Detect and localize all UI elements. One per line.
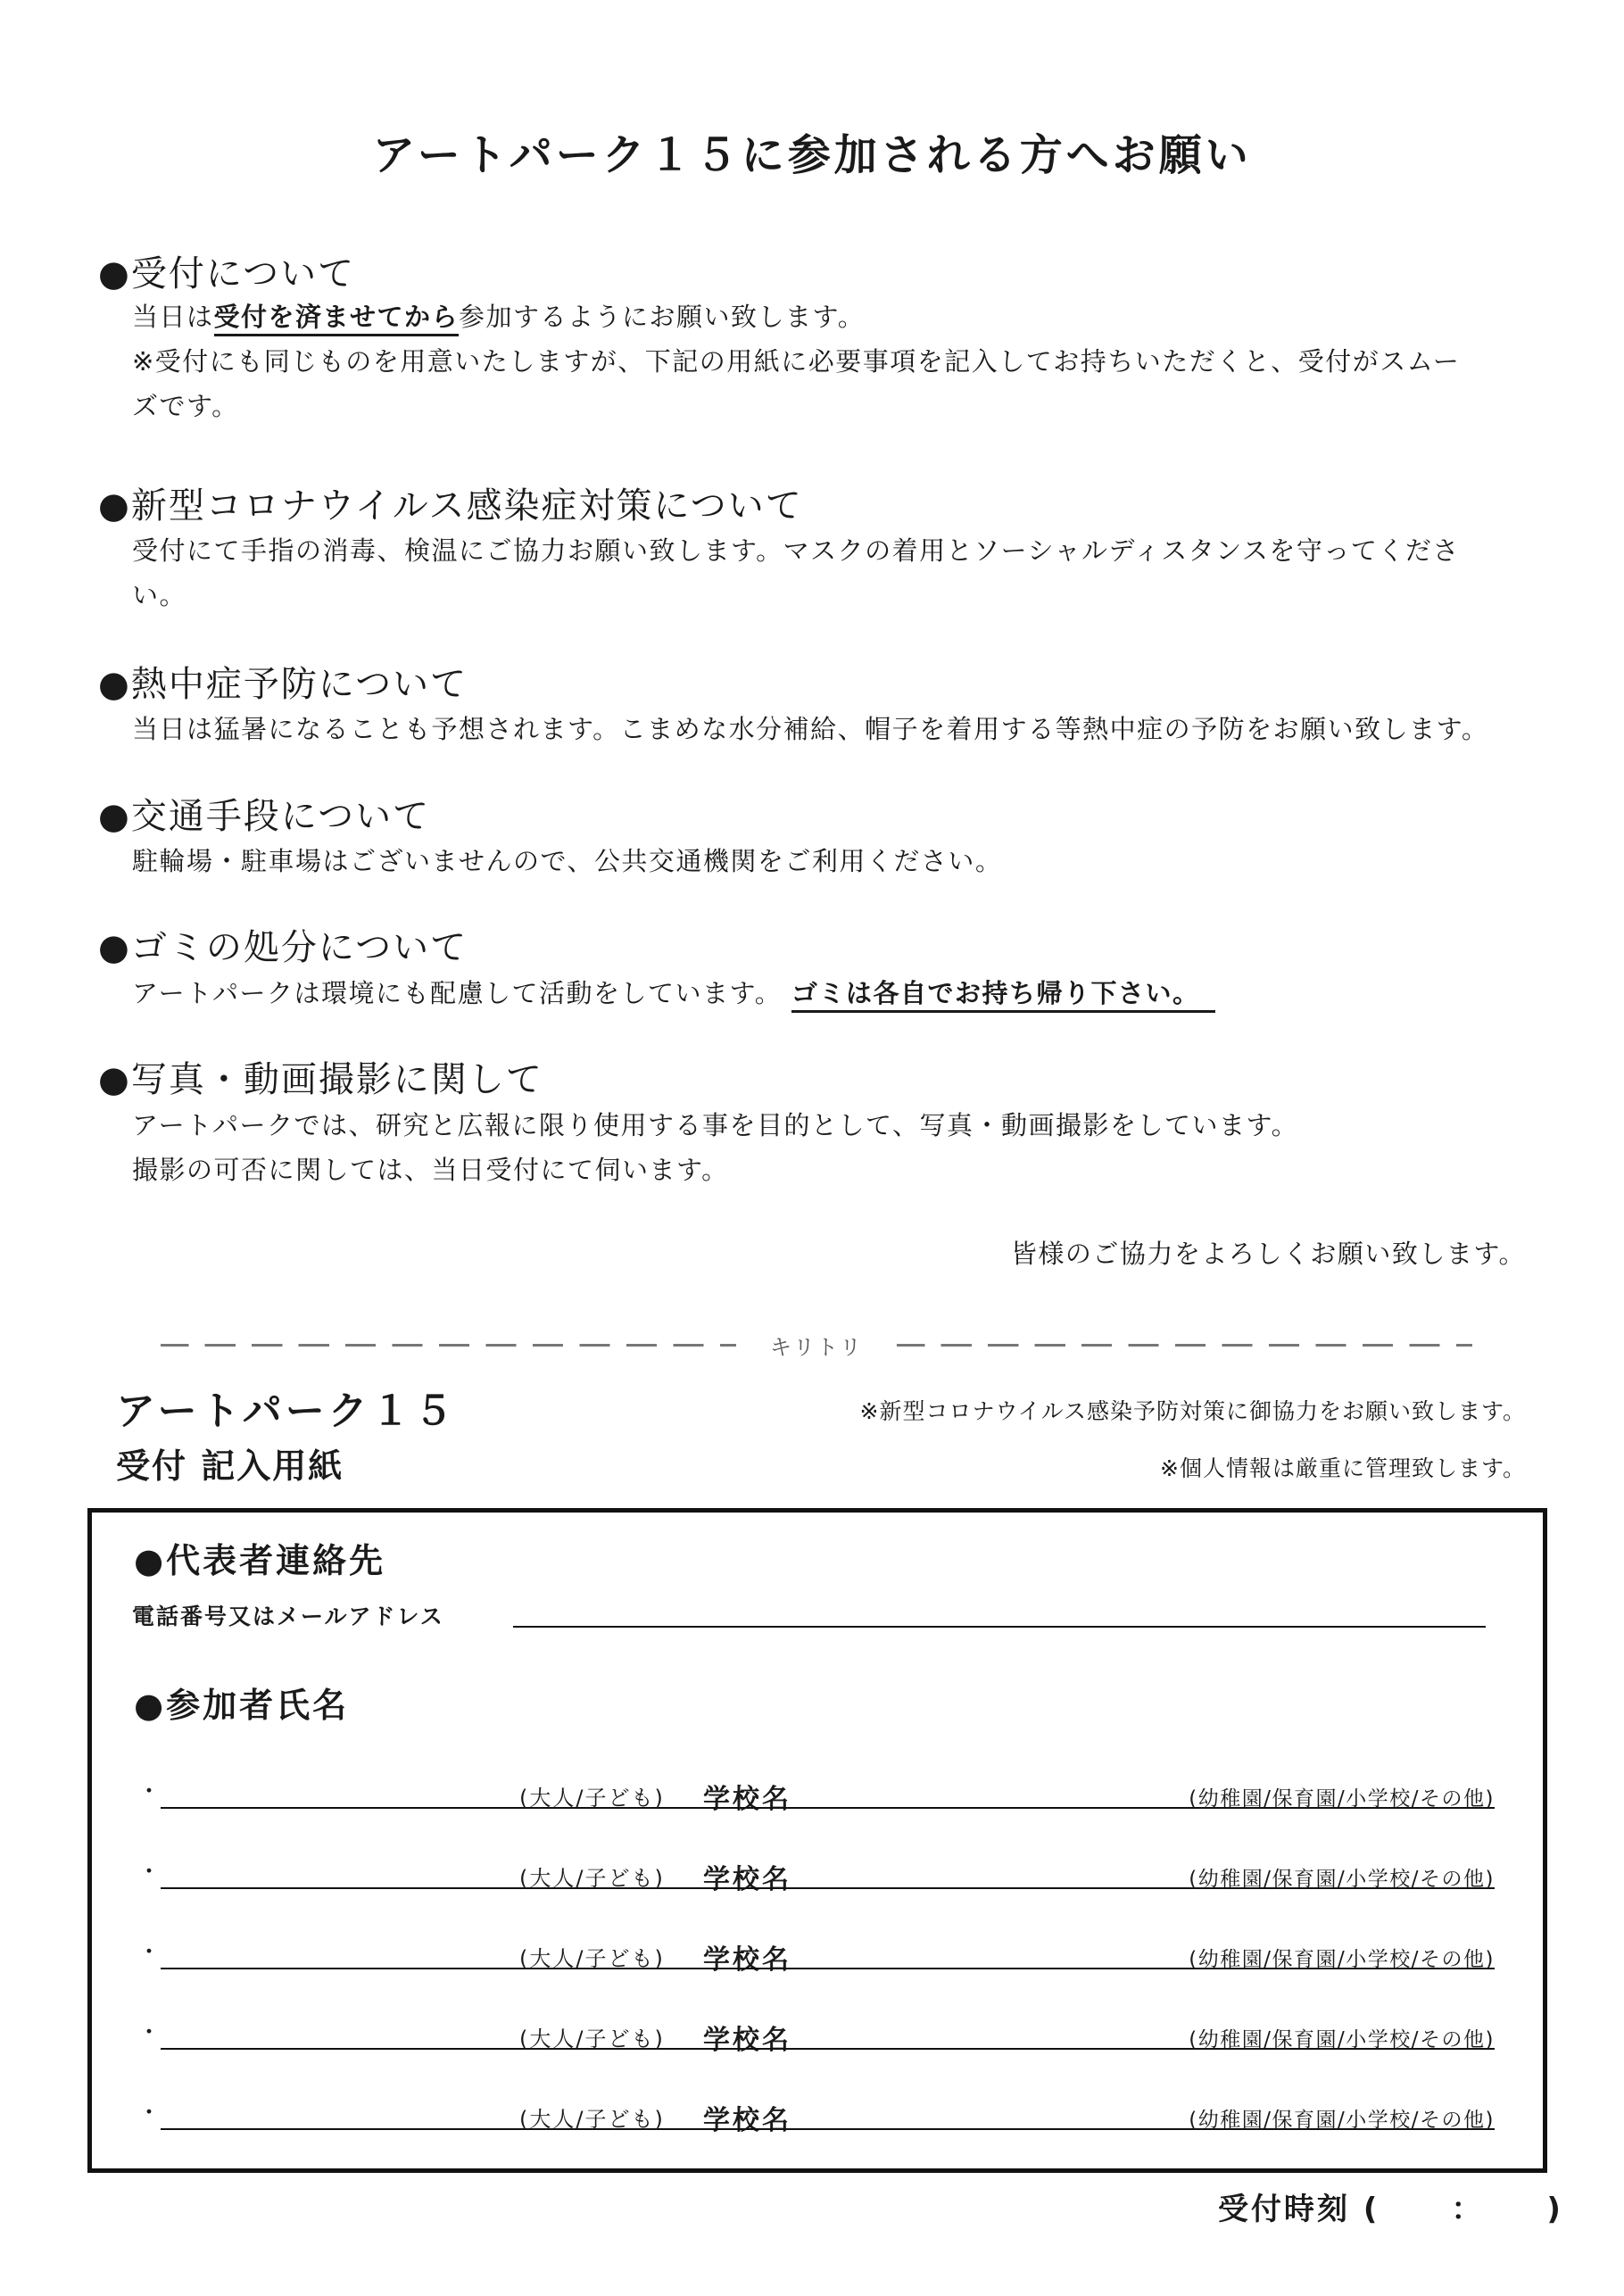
transport-line1: 駐輪場・駐車場はございませんので、公共交通機関をご利用ください。 (132, 846, 1003, 876)
corona-text (132, 528, 1460, 618)
row-bullet: ・ (137, 2019, 162, 2046)
form-title: アートパーク１５ (116, 1388, 457, 1434)
reception-line3: ズです。 (132, 391, 239, 421)
time-label: 受付時刻 (1218, 2192, 1350, 2227)
reception-line1: 当日は受付を済ませてから参加するようにお願い致します。 (132, 294, 1460, 339)
cut-label: キリトリ (770, 1335, 863, 1360)
participant-row (134, 2021, 1495, 2057)
school-name-label: 学校名 (703, 1864, 791, 1895)
photo-line2: 撮影の可否に関しては、当日受付にて伺います。 (132, 1155, 729, 1185)
reception-text (132, 294, 1460, 428)
page-title: アートパーク１５に参加される方へお願い (372, 130, 1252, 180)
school-name-label: 学校名 (703, 2105, 791, 2136)
school-name-label: 学校名 (703, 2025, 791, 2056)
trash-heading: ●ゴミの処分について (98, 927, 468, 968)
photo-line1: アートパークでは、研究と広報に限り使用する事を目的として、写真・動画撮影をしています。 (132, 1110, 1299, 1140)
participants-heading: ●参加者氏名 (134, 1686, 350, 1725)
corona-heading: ●新型コロナウイルス感染症対策について (98, 485, 803, 526)
participant-row (134, 1780, 1495, 1816)
participant-category: (大人/子ども) (519, 1786, 665, 1811)
heatstroke-text (132, 707, 1488, 751)
school-type-options: (幼稚園/保育園/小学校/その他) (1189, 1787, 1495, 1811)
school-type-options: (幼稚園/保育園/小学校/その他) (1189, 2028, 1495, 2051)
cut-dashes-right (897, 1344, 1472, 1347)
reception-time: 受付時刻 ( ： ) (1218, 2192, 1563, 2227)
participant-row (134, 2101, 1495, 2137)
school-type-options: (幼稚園/保育園/小学校/その他) (1189, 1948, 1495, 1971)
transport-heading: ●交通手段について (98, 796, 431, 837)
cut-line (161, 1330, 1472, 1361)
form-note-privacy: ※個人情報は厳重に管理致します。 (1160, 1455, 1526, 1481)
school-name-label: 学校名 (703, 1944, 791, 1976)
trash-line1: アートパークは環境にも配慮して活動をしています。 ゴミは各自でお持ち帰り下さい。 (132, 971, 1215, 1015)
reception-heading: ●受付について (98, 253, 356, 294)
photo-heading: ●写真・動画撮影に関して (98, 1059, 543, 1100)
cut-dashes-left (161, 1344, 736, 1347)
trash-emphasis: ゴミは各自でお持ち帰り下さい。 (791, 978, 1216, 1013)
contact-field[interactable] (513, 1626, 1486, 1628)
row-bullet: ・ (137, 2100, 162, 2126)
closing-text: 皆様のご協力をよろしくお願い致します。 (1010, 1239, 1526, 1269)
participant-category: (大人/子ども) (519, 1946, 665, 1971)
heatstroke-line1: 当日は猛暑になることも予想されます。こまめな水分補給、帽子を着用する等熱中症の予防をお願い致します。 (132, 714, 1489, 744)
participant-category: (大人/子ども) (519, 1866, 665, 1891)
corona-line1: 受付にて手指の消毒、検温にご協力お願い致します。マスクの着用とソーシャルディスタンスを守ってくださ (132, 535, 1460, 566)
trash-text (132, 971, 1215, 1015)
participant-category: (大人/子ども) (519, 2107, 665, 2132)
reception-line2: ※受付にも同じものを用意いたしますが、下記の用紙に必要事項を記入してお持ちいただくと、受付がスムー (132, 346, 1461, 377)
school-type-options: (幼稚園/保育園/小学校/その他) (1189, 1868, 1495, 1891)
transport-text (132, 839, 1002, 883)
row-bullet: ・ (137, 1859, 162, 1886)
row-bullet: ・ (137, 1939, 162, 1966)
photo-text (132, 1103, 1298, 1192)
row-bullet: ・ (137, 1778, 162, 1805)
contact-heading: ●代表者連絡先 (134, 1541, 386, 1580)
participant-row (134, 1861, 1495, 1896)
form-note-corona: ※新型コロナウイルス感染予防対策に御協力をお願い致します。 (859, 1398, 1526, 1424)
participant-row (134, 1941, 1495, 1977)
school-type-options: (幼稚園/保育園/小学校/その他) (1189, 2109, 1495, 2132)
heatstroke-heading: ●熱中症予防について (98, 664, 468, 705)
contact-label: 電話番号又はメールアドレス (132, 1604, 444, 1629)
corona-line2: い。 (132, 580, 187, 610)
participant-category: (大人/子ども) (519, 2027, 665, 2051)
form-subtitle: 受付 記入用紙 (116, 1446, 344, 1486)
school-name-label: 学校名 (703, 1784, 791, 1815)
reception-emphasis: 受付を済ませてから (214, 302, 460, 336)
